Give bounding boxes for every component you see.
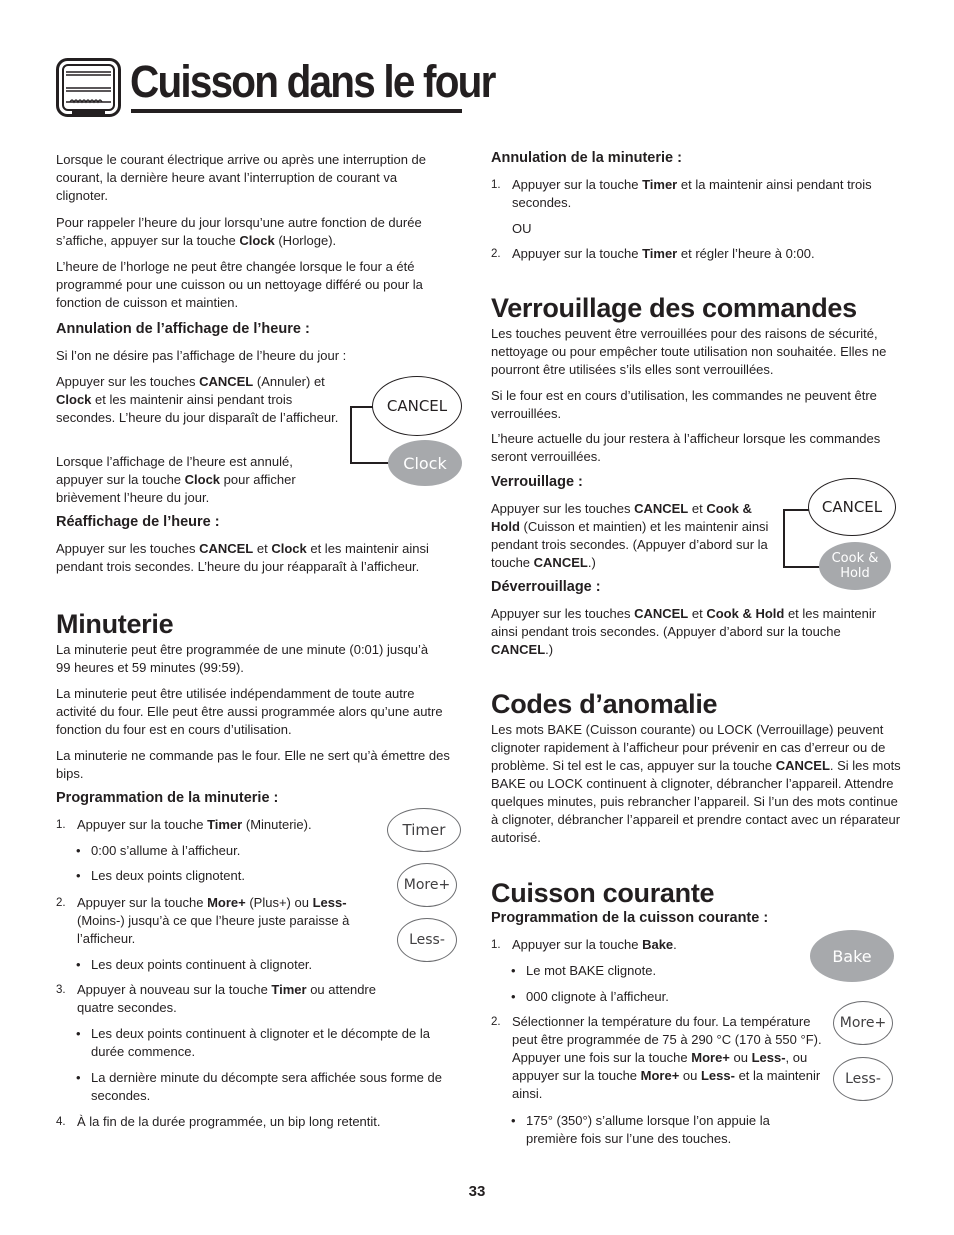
connector-line: [783, 566, 820, 568]
codes-p: Les mots BAKE (Cuisson courante) ou LOCK (Verrouillage) peuvent clignoter rapidement à l’afficheur pour prévenir en cas d’erreur ou de problème. Si tel est le cas, appuyer sur la touche CANCEL. Si les mots BAKE ou LOCK continuent à clignoter, débrancher l’appareil. Attendre quelques minutes, puis rebrancher l’appareil. Si l’un des mots continue à clignoter, débrancher l’appareil et prendre contact avec un réparateur autorisé.: [491, 722, 901, 845]
page-title: Cuisson dans le four: [130, 56, 495, 107]
connector-line: [350, 462, 390, 464]
intro-p3: L’heure de l’horloge ne peut être changée lorsque le four a été programmé pour une cuisson ou un nettoyage différé ou pour la fonction de cuisson et maintien.: [56, 259, 423, 310]
more-button[interactable]: More+: [397, 863, 457, 907]
timer-step-4: 4. À la fin de la durée programmée, un bip long retentit.: [56, 1114, 381, 1129]
timer-step-3: 3. Appuyer à nouveau sur la touche Timer ou attendre quatre secondes.: [56, 982, 376, 1015]
lock-subheading: Verrouillage :: [491, 474, 583, 490]
cancel-display-lead: Si l’on ne désire pas l’affichage de l’heure du jour :: [56, 348, 347, 363]
timer-cancel-or: OU: [512, 221, 532, 236]
cook-and-hold-button[interactable]: Cook & Hold: [819, 542, 891, 590]
redisplay-p: Appuyer sur les touches CANCEL et Clock et les maintenir ainsi pendant trois secondes. L’heure du jour réapparaît à l’afficheur.: [56, 541, 429, 574]
list-item: • Le mot BAKE clignote.: [511, 963, 657, 978]
timer-prog-heading: Programmation de la minuterie :: [56, 790, 279, 806]
unlock-heading: Déverrouillage :: [491, 579, 601, 595]
bake-button[interactable]: Bake: [810, 930, 894, 982]
list-item: • Les deux points clignotent.: [76, 868, 245, 883]
connector-line: [783, 509, 810, 511]
bake-prog-heading: Programmation de la cuisson courante :: [491, 910, 769, 926]
connector-line: [783, 509, 785, 567]
list-item: • Les deux points continuent à clignoter et le décompte de la durée commence.: [76, 1026, 430, 1059]
lock-p1: Les touches peuvent être verrouillées pour des raisons de sécurité, nettoyage ou pour empêcher toute utilisation non souhaitée. Elles ne pourront être utilisées s’ils elles sont verrouillées.: [491, 326, 887, 377]
cancel-button[interactable]: CANCEL: [808, 478, 896, 536]
bake-heading: Cuisson courante: [491, 878, 715, 908]
timer-cancel-step-1: 1. Appuyer sur la touche Timer et la maintenir ainsi pendant trois secondes.: [491, 177, 872, 210]
timer-step-1: 1. Appuyer sur la touche Timer (Minuterie).: [56, 817, 312, 832]
list-item: • 000 clignote à l’afficheur.: [511, 989, 669, 1004]
timer-step-2: 2. Appuyer sur la touche More+ (Plus+) ou Less- (Moins-) jusqu’à ce que l’heure juste paraisse à l’afficheur.: [56, 895, 350, 946]
unlock-p: Appuyer sur les touches CANCEL et Cook & Hold et les maintenir ainsi pendant trois secondes. (Appuyer d’abord sur la touche CANCEL.): [491, 606, 877, 657]
cancel-button[interactable]: CANCEL: [372, 376, 462, 436]
list-item: • 175° (350°) s’allume lorsque l’on appuie la première fois sur l’une des touches.: [511, 1113, 770, 1146]
minuterie-p3: La minuterie ne commande pas le four. Elle ne sert qu’à émettre des bips.: [56, 748, 450, 781]
timer-cancel-step-2: 2. Appuyer sur la touche Timer et régler l’heure à 0:00.: [491, 246, 815, 261]
less-button[interactable]: Less-: [397, 918, 457, 962]
oven-icon: [56, 58, 122, 118]
bake-step-1: 1. Appuyer sur la touche Bake.: [491, 937, 677, 952]
page-number: 33: [468, 1183, 486, 1200]
lock-p3: L’heure actuelle du jour restera à l’afficheur lorsque les commandes seront verrouillées.: [491, 431, 881, 464]
minuterie-p2: La minuterie peut être utilisée indépendamment de toute autre activité du four. Elle peut être aussi programmée alors qu’une autre fonction du four est en cours d’utilisation.: [56, 686, 443, 737]
codes-heading: Codes d’anomalie: [491, 689, 718, 719]
minuterie-p1: La minuterie peut être programmée de une minute (0:01) jusqu’à 99 heures et 59 minutes (99:59).: [56, 642, 429, 675]
title-rule: [131, 109, 462, 113]
clock-button[interactable]: Clock: [388, 440, 462, 486]
lock-p: Appuyer sur les touches CANCEL et Cook & Hold (Cuisson et maintien) et les maintenir ainsi pendant trois secondes. (Appuyer d’abord sur la touche CANCEL.): [491, 501, 769, 570]
cancel-display-p2: Lorsque l’affichage de l’heure est annulé, appuyer sur la touche Clock pour afficher brièvement l’heure du jour.: [56, 454, 296, 505]
intro-p1: Lorsque le courant électrique arrive ou après une interruption de courant, la dernière heure avant l’interruption de courant va clignoter.: [56, 152, 427, 203]
timer-cancel-heading: Annulation de la minuterie :: [491, 150, 682, 166]
redisplay-heading: Réaffichage de l’heure :: [56, 514, 220, 530]
list-item: • La dernière minute du décompte sera affichée sous forme de secondes.: [76, 1070, 442, 1103]
lock-heading: Verrouillage des commandes: [491, 293, 857, 323]
more-button[interactable]: More+: [833, 1001, 893, 1045]
intro-p2: Pour rappeler l’heure du jour lorsqu’une autre fonction de durée s’affiche, appuyer sur la touche Clock (Horloge).: [56, 215, 422, 248]
less-button[interactable]: Less-: [833, 1057, 893, 1101]
connector-line: [350, 406, 352, 463]
cancel-display-p1: Appuyer sur les touches CANCEL (Annuler) et Clock et les maintenir ainsi pendant trois secondes. L’heure du jour disparaît de l’afficheur.: [56, 374, 339, 425]
list-item: • Les deux points continuent à clignoter.: [76, 957, 313, 972]
lock-p2: Si le four est en cours d’utilisation, les commandes ne peuvent être verrouillées.: [491, 388, 877, 421]
cancel-display-heading: Annulation de l’affichage de l’heure :: [56, 321, 310, 337]
timer-button[interactable]: Timer: [387, 808, 461, 852]
list-item: • 0:00 s’allume à l’afficheur.: [76, 843, 241, 858]
minuterie-heading: Minuterie: [56, 609, 174, 639]
bake-step-2: 2. Sélectionner la température du four. La température peut être programmée de 75 à 290 °C (170 à 550 °F). Appuyer une fois sur la touche More+ ou Less-, ou appuyer sur la touche More+ ou Less- et la maintenir ainsi.: [491, 1014, 822, 1101]
